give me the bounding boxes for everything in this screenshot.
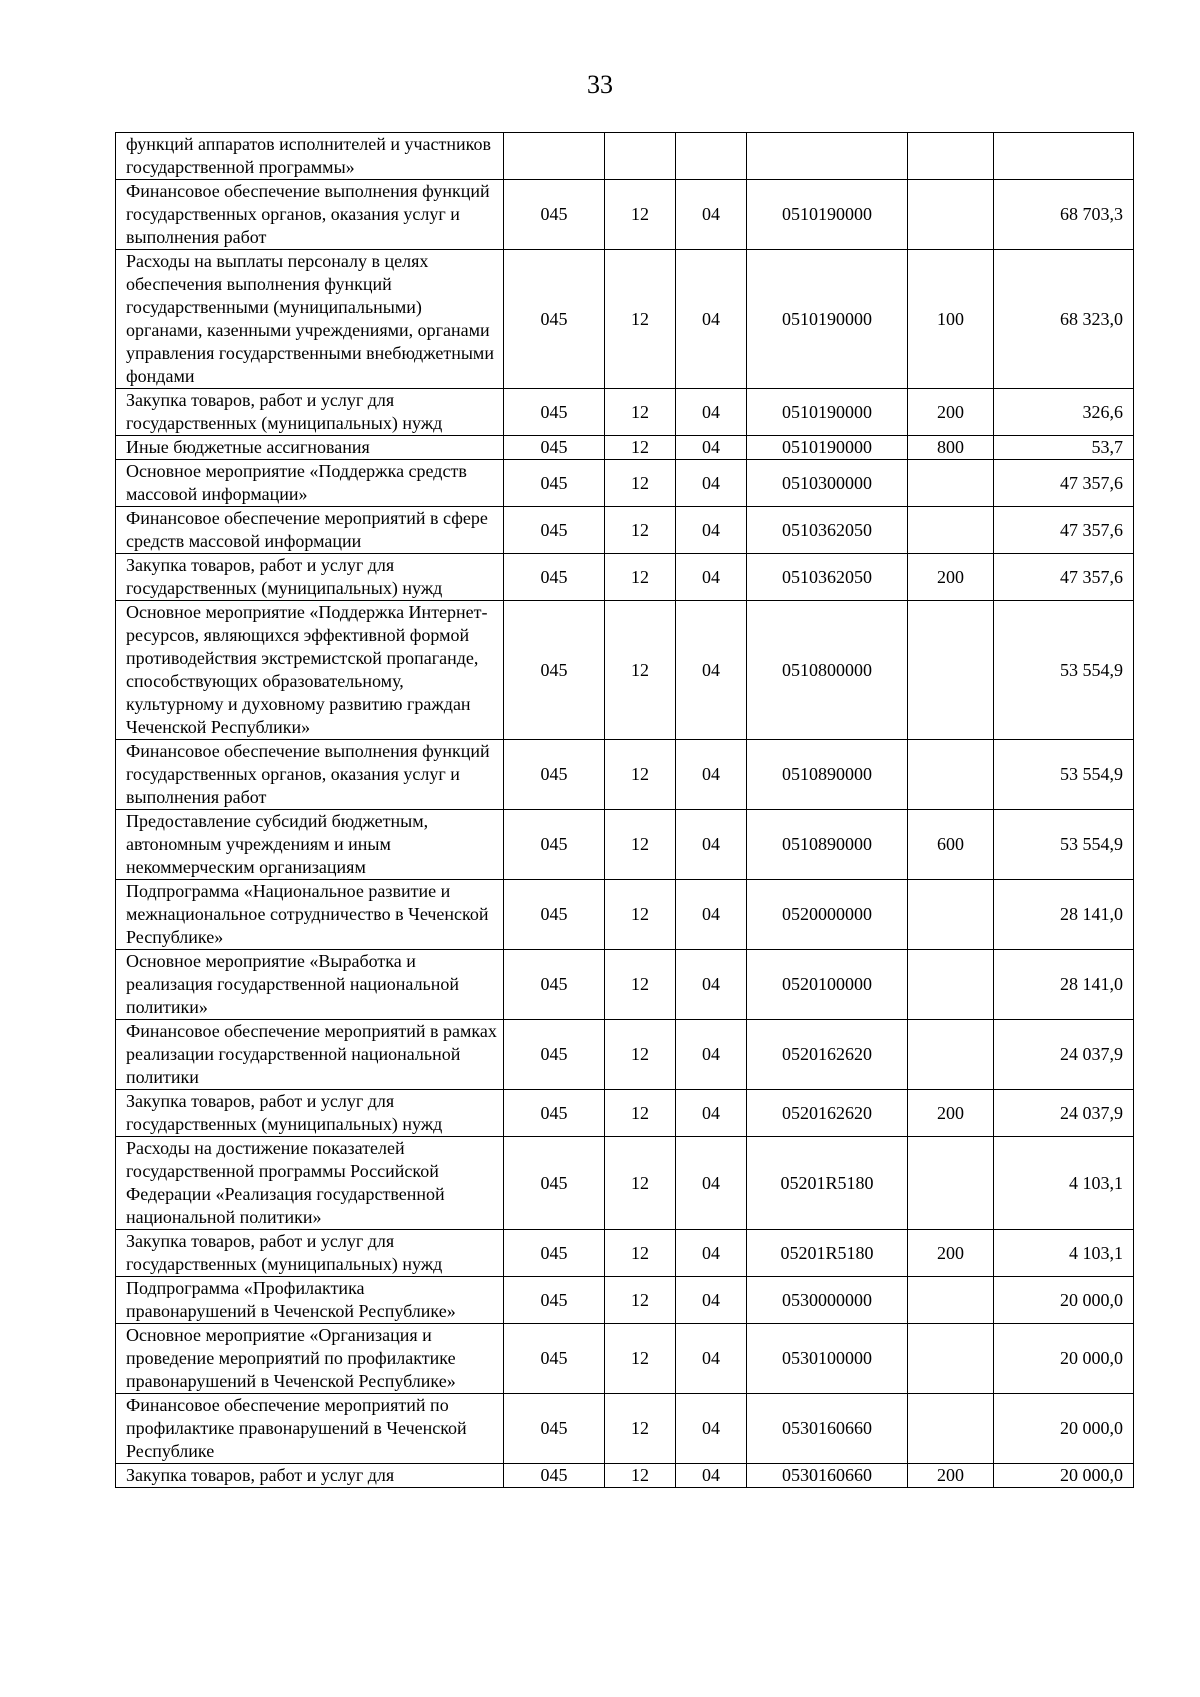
row-target-cell: 0520100000 xyxy=(747,950,908,1020)
table-row xyxy=(116,460,1134,507)
row-name-cell: Закупка товаров, работ и услуг для государственных (муниципальных) нужд xyxy=(116,389,504,436)
row-section-cell: 12 xyxy=(605,740,676,810)
row-amount-cell: 47 357,6 xyxy=(994,554,1134,601)
row-amount-cell: 68 703,3 xyxy=(994,180,1134,250)
row-subsection-cell: 04 xyxy=(676,1020,747,1090)
row-expense-type-cell xyxy=(908,1277,994,1324)
row-name-cell: Закупка товаров, работ и услуг для xyxy=(116,1464,504,1488)
row-expense-type-cell xyxy=(908,133,994,180)
row-ministry-cell: 045 xyxy=(504,250,605,389)
row-expense-type-cell xyxy=(908,1394,994,1464)
row-ministry-cell: 045 xyxy=(504,950,605,1020)
row-name-cell: Расходы на выплаты персоналу в целях обеспечения выполнения функций государственными (муниципальными) органами, казенными учреждениями, органами управления государственными внебюджетными фондами xyxy=(116,250,504,389)
row-section-cell: 12 xyxy=(605,389,676,436)
row-amount-cell: 20 000,0 xyxy=(994,1464,1134,1488)
row-section-cell: 12 xyxy=(605,1137,676,1230)
table-row xyxy=(116,740,1134,810)
row-target-cell: 0530160660 xyxy=(747,1464,908,1488)
row-expense-type-cell: 200 xyxy=(908,1464,994,1488)
row-expense-type-cell: 600 xyxy=(908,810,994,880)
row-subsection-cell: 04 xyxy=(676,507,747,554)
row-ministry-cell: 045 xyxy=(504,880,605,950)
table-row xyxy=(116,250,1134,389)
row-subsection-cell: 04 xyxy=(676,740,747,810)
row-expense-type-cell xyxy=(908,601,994,740)
budget-table xyxy=(115,132,1134,1488)
row-section-cell: 12 xyxy=(605,1020,676,1090)
row-expense-type-cell: 200 xyxy=(908,389,994,436)
table-row xyxy=(116,1090,1134,1137)
table-row xyxy=(116,950,1134,1020)
row-target-cell: 05201R5180 xyxy=(747,1230,908,1277)
row-target-cell xyxy=(747,133,908,180)
row-section-cell: 12 xyxy=(605,1230,676,1277)
row-name-cell: Финансовое обеспечение мероприятий по профилактике правонарушений в Чеченской Республике xyxy=(116,1394,504,1464)
row-section-cell: 12 xyxy=(605,180,676,250)
row-ministry-cell: 045 xyxy=(504,1324,605,1394)
row-expense-type-cell xyxy=(908,1020,994,1090)
table-row xyxy=(116,880,1134,950)
row-section-cell: 12 xyxy=(605,880,676,950)
row-ministry-cell: 045 xyxy=(504,810,605,880)
row-amount-cell: 20 000,0 xyxy=(994,1277,1134,1324)
row-amount-cell: 53,7 xyxy=(994,436,1134,460)
row-target-cell: 0510800000 xyxy=(747,601,908,740)
row-ministry-cell: 045 xyxy=(504,1090,605,1137)
row-target-cell: 0510190000 xyxy=(747,436,908,460)
row-subsection-cell: 04 xyxy=(676,601,747,740)
row-target-cell: 0520000000 xyxy=(747,880,908,950)
row-subsection-cell: 04 xyxy=(676,950,747,1020)
row-amount-cell: 53 554,9 xyxy=(994,810,1134,880)
table-row xyxy=(116,810,1134,880)
row-section-cell: 12 xyxy=(605,436,676,460)
row-ministry-cell: 045 xyxy=(504,1464,605,1488)
row-name-cell: Финансовое обеспечение выполнения функций государственных органов, оказания услуг и выполнения работ xyxy=(116,740,504,810)
row-ministry-cell: 045 xyxy=(504,601,605,740)
row-section-cell: 12 xyxy=(605,810,676,880)
row-amount-cell: 4 103,1 xyxy=(994,1137,1134,1230)
row-ministry-cell: 045 xyxy=(504,460,605,507)
row-target-cell: 0510300000 xyxy=(747,460,908,507)
row-expense-type-cell xyxy=(908,507,994,554)
row-target-cell: 0510190000 xyxy=(747,389,908,436)
row-section-cell: 12 xyxy=(605,460,676,507)
row-target-cell: 0510362050 xyxy=(747,507,908,554)
row-name-cell: Основное мероприятие «Поддержка Интернет-ресурсов, являющихся эффективной формой противодействия экстремистской пропаганде, способствующих образовательному, культурному и духовному развитию граждан Чеченской Республики» xyxy=(116,601,504,740)
table-row xyxy=(116,180,1134,250)
row-subsection-cell: 04 xyxy=(676,810,747,880)
row-amount-cell: 4 103,1 xyxy=(994,1230,1134,1277)
row-ministry-cell: 045 xyxy=(504,1020,605,1090)
row-subsection-cell: 04 xyxy=(676,250,747,389)
table-row xyxy=(116,1137,1134,1230)
table-row xyxy=(116,436,1134,460)
row-section-cell: 12 xyxy=(605,250,676,389)
row-name-cell: Финансовое обеспечение мероприятий в рамках реализации государственной национальной политики xyxy=(116,1020,504,1090)
row-name-cell: Закупка товаров, работ и услуг для государственных (муниципальных) нужд xyxy=(116,554,504,601)
row-name-cell: Подпрограмма «Национальное развитие и межнациональное сотрудничество в Чеченской Республике» xyxy=(116,880,504,950)
row-subsection-cell: 04 xyxy=(676,1464,747,1488)
row-ministry-cell: 045 xyxy=(504,740,605,810)
row-section-cell: 12 xyxy=(605,507,676,554)
row-subsection-cell: 04 xyxy=(676,880,747,950)
table-row xyxy=(116,1277,1134,1324)
row-ministry-cell: 045 xyxy=(504,389,605,436)
row-name-cell: Расходы на достижение показателей государственной программы Российской Федерации «Реализация государственной национальной политики» xyxy=(116,1137,504,1230)
row-expense-type-cell: 200 xyxy=(908,554,994,601)
row-name-cell: Иные бюджетные ассигнования xyxy=(116,436,504,460)
row-target-cell: 0510890000 xyxy=(747,740,908,810)
row-target-cell: 0510190000 xyxy=(747,180,908,250)
row-subsection-cell: 04 xyxy=(676,1137,747,1230)
row-amount-cell: 53 554,9 xyxy=(994,601,1134,740)
table-row xyxy=(116,1230,1134,1277)
row-amount-cell: 68 323,0 xyxy=(994,250,1134,389)
row-ministry-cell xyxy=(504,133,605,180)
row-ministry-cell: 045 xyxy=(504,1277,605,1324)
table-row xyxy=(116,389,1134,436)
row-target-cell: 0530000000 xyxy=(747,1277,908,1324)
row-section-cell: 12 xyxy=(605,1464,676,1488)
row-name-cell: Финансовое обеспечение мероприятий в сфере средств массовой информации xyxy=(116,507,504,554)
row-section-cell: 12 xyxy=(605,1324,676,1394)
row-amount-cell: 24 037,9 xyxy=(994,1020,1134,1090)
row-amount-cell xyxy=(994,133,1134,180)
row-subsection-cell: 04 xyxy=(676,554,747,601)
row-expense-type-cell xyxy=(908,740,994,810)
table-row xyxy=(116,554,1134,601)
row-section-cell: 12 xyxy=(605,554,676,601)
row-ministry-cell: 045 xyxy=(504,436,605,460)
row-name-cell: Основное мероприятие «Организация и проведение мероприятий по профилактике правонарушений в Чеченской Республике» xyxy=(116,1324,504,1394)
row-ministry-cell: 045 xyxy=(504,554,605,601)
table-row xyxy=(116,1464,1134,1488)
row-subsection-cell: 04 xyxy=(676,389,747,436)
row-name-cell: Предоставление субсидий бюджетным, автономным учреждениям и иным некоммерческим организациям xyxy=(116,810,504,880)
row-amount-cell: 53 554,9 xyxy=(994,740,1134,810)
row-expense-type-cell xyxy=(908,460,994,507)
row-subsection-cell: 04 xyxy=(676,1277,747,1324)
row-section-cell: 12 xyxy=(605,1090,676,1137)
row-amount-cell: 28 141,0 xyxy=(994,950,1134,1020)
row-amount-cell: 47 357,6 xyxy=(994,460,1134,507)
table-row xyxy=(116,507,1134,554)
row-ministry-cell: 045 xyxy=(504,1230,605,1277)
row-section-cell: 12 xyxy=(605,601,676,740)
row-expense-type-cell xyxy=(908,950,994,1020)
row-ministry-cell: 045 xyxy=(504,1394,605,1464)
table-row xyxy=(116,1324,1134,1394)
row-target-cell: 0510362050 xyxy=(747,554,908,601)
row-name-cell: функций аппаратов исполнителей и участников государственной программы» xyxy=(116,133,504,180)
row-name-cell: Финансовое обеспечение выполнения функций государственных органов, оказания услуг и выполнения работ xyxy=(116,180,504,250)
row-ministry-cell: 045 xyxy=(504,1137,605,1230)
row-expense-type-cell: 200 xyxy=(908,1230,994,1277)
row-expense-type-cell xyxy=(908,1137,994,1230)
row-name-cell: Закупка товаров, работ и услуг для государственных (муниципальных) нужд xyxy=(116,1090,504,1137)
row-subsection-cell: 04 xyxy=(676,436,747,460)
page-number: 33 xyxy=(587,70,613,99)
row-expense-type-cell: 200 xyxy=(908,1090,994,1137)
row-expense-type-cell xyxy=(908,880,994,950)
row-subsection-cell: 04 xyxy=(676,1090,747,1137)
row-target-cell: 0510190000 xyxy=(747,250,908,389)
row-section-cell xyxy=(605,133,676,180)
row-amount-cell: 24 037,9 xyxy=(994,1090,1134,1137)
table-row xyxy=(116,601,1134,740)
row-target-cell: 05201R5180 xyxy=(747,1137,908,1230)
row-name-cell: Закупка товаров, работ и услуг для государственных (муниципальных) нужд xyxy=(116,1230,504,1277)
row-name-cell: Основное мероприятие «Выработка и реализация государственной национальной политики» xyxy=(116,950,504,1020)
row-target-cell: 0520162620 xyxy=(747,1020,908,1090)
row-subsection-cell: 04 xyxy=(676,460,747,507)
budget-table-body xyxy=(116,133,1134,1488)
row-subsection-cell: 04 xyxy=(676,1394,747,1464)
row-ministry-cell: 045 xyxy=(504,507,605,554)
row-amount-cell: 47 357,6 xyxy=(994,507,1134,554)
row-target-cell: 0530160660 xyxy=(747,1394,908,1464)
table-row xyxy=(116,1020,1134,1090)
row-name-cell: Подпрограмма «Профилактика правонарушений в Чеченской Республике» xyxy=(116,1277,504,1324)
row-section-cell: 12 xyxy=(605,1277,676,1324)
row-target-cell: 0520162620 xyxy=(747,1090,908,1137)
row-amount-cell: 20 000,0 xyxy=(994,1394,1134,1464)
row-expense-type-cell xyxy=(908,1324,994,1394)
table-row xyxy=(116,1394,1134,1464)
row-subsection-cell xyxy=(676,133,747,180)
row-subsection-cell: 04 xyxy=(676,1230,747,1277)
row-subsection-cell: 04 xyxy=(676,180,747,250)
row-target-cell: 0530100000 xyxy=(747,1324,908,1394)
row-amount-cell: 326,6 xyxy=(994,389,1134,436)
row-expense-type-cell: 800 xyxy=(908,436,994,460)
row-section-cell: 12 xyxy=(605,950,676,1020)
row-target-cell: 0510890000 xyxy=(747,810,908,880)
row-subsection-cell: 04 xyxy=(676,1324,747,1394)
row-name-cell: Основное мероприятие «Поддержка средств массовой информации» xyxy=(116,460,504,507)
row-amount-cell: 28 141,0 xyxy=(994,880,1134,950)
row-ministry-cell: 045 xyxy=(504,180,605,250)
row-expense-type-cell xyxy=(908,180,994,250)
row-section-cell: 12 xyxy=(605,1394,676,1464)
row-amount-cell: 20 000,0 xyxy=(994,1324,1134,1394)
table-row xyxy=(116,133,1134,180)
row-expense-type-cell: 100 xyxy=(908,250,994,389)
